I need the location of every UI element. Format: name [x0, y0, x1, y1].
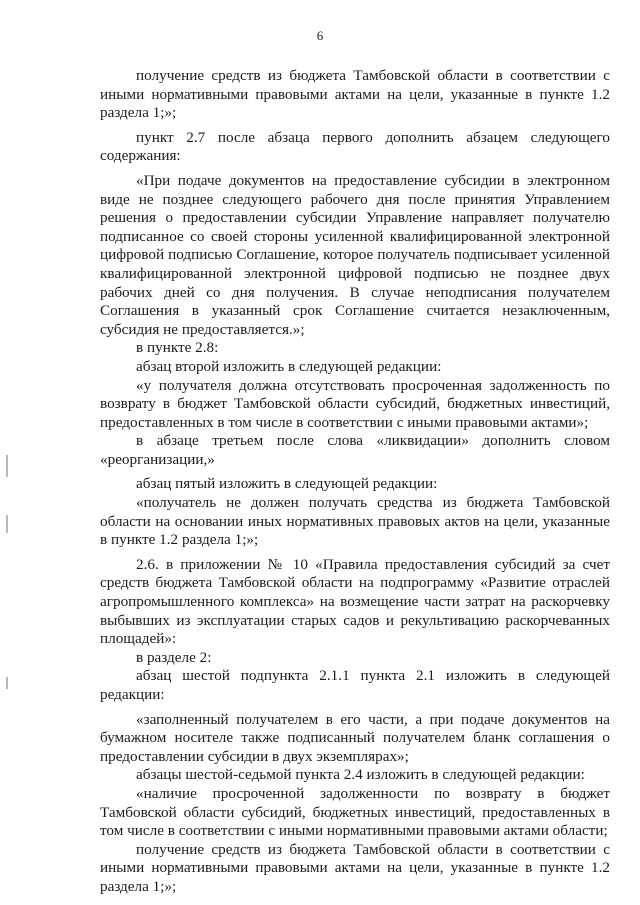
paragraph-14: абзацы шестой-седьмой пункта 2.4 изложить в следующей редакции:: [136, 766, 585, 784]
document-body: [100, 67, 610, 897]
paragraph-7: в абзаце третьем после слова «ликвидации» дополнить словом «реорганизации,»: [100, 432, 610, 468]
paragraph-10: 2.6. в приложении № 10 «Правила предоставления субсидий за счет средств бюджета Тамбовской области на подпрограмму «Развитие отраслей агропромышленного комплекса» на возмещение части затрат на раскорчевку выбывших из эксплуатации старых садов и рекультивацию раскорчеванных площадей»:: [100, 555, 610, 648]
paragraph-2: пункт 2.7 после абзаца первого дополнить абзацем следующего содержания:: [100, 128, 610, 165]
paragraph-6: «у получателя должна отсутствовать просроченная задолженность по возврату в бюджет Тамбовской области субсидий, бюджетных инвестиций, предоставленных в том числе в соответствии с иными правовыми актами»;: [100, 376, 610, 431]
paragraph-16: получение средств из бюджета Тамбовской области в соответствии с иными нормативными правовыми актами на цели, указанные в пункте 1.2 раздела 1;»;: [100, 840, 610, 895]
paragraph-5: абзац второй изложить в следующей редакции:: [136, 357, 442, 375]
paragraph-11: в разделе 2:: [136, 648, 212, 666]
page-number: 6: [316, 28, 324, 43]
paragraph-13: «заполненный получателем в его части, а при подаче документов на бумажном носителе также подписанный получателем бланк соглашения о предоставлении субсидии в двух экземплярах»;: [100, 710, 610, 765]
paragraph-1: получение средств из бюджета Тамбовской области в соответствии с иными нормативными правовыми актами на цели, указанные в пункте 1.2 раздела 1;»;: [100, 67, 610, 122]
paragraph-9: «получатель не должен получать средства из бюджета Тамбовской области на основании иных нормативных правовых актов на цели, указанные в пункте 1.2 раздела 1;»;: [100, 494, 610, 549]
paragraph-4: в пункте 2.8:: [136, 339, 219, 357]
paragraph-8: абзац пятый изложить в следующей редакции:: [136, 475, 438, 493]
scan-margin-marks: [6, 455, 10, 695]
paragraph-12: абзац шестой подпункта 2.1.1 пункта 2.1 изложить в следующей редакции:: [100, 667, 610, 703]
paragraph-3: «При подаче документов на предоставление субсидии в электронном виде не позднее следующего рабочего дня после принятия Управлением решения о предоставлении субсидии Управление направляет получателю подписанное со своей стороны усиленной квалифицированной электронной цифровой подписью Соглашение, которое получатель подписывает усиленной квалифицированной электронной цифровой подписью не позднее двух рабочих дней со дня получения. В случае неподписания получателем Соглашения в указанный срок Соглашение считается незаключенным, субсидия не предоставляется.»;: [100, 171, 610, 338]
paragraph-15: «наличие просроченной задолженности по возврату в бюджет Тамбовской области субсидий, бюджетных инвестиций, предоставленных в том числе в соответствии с иными нормативными правовыми актами области;: [100, 784, 610, 840]
